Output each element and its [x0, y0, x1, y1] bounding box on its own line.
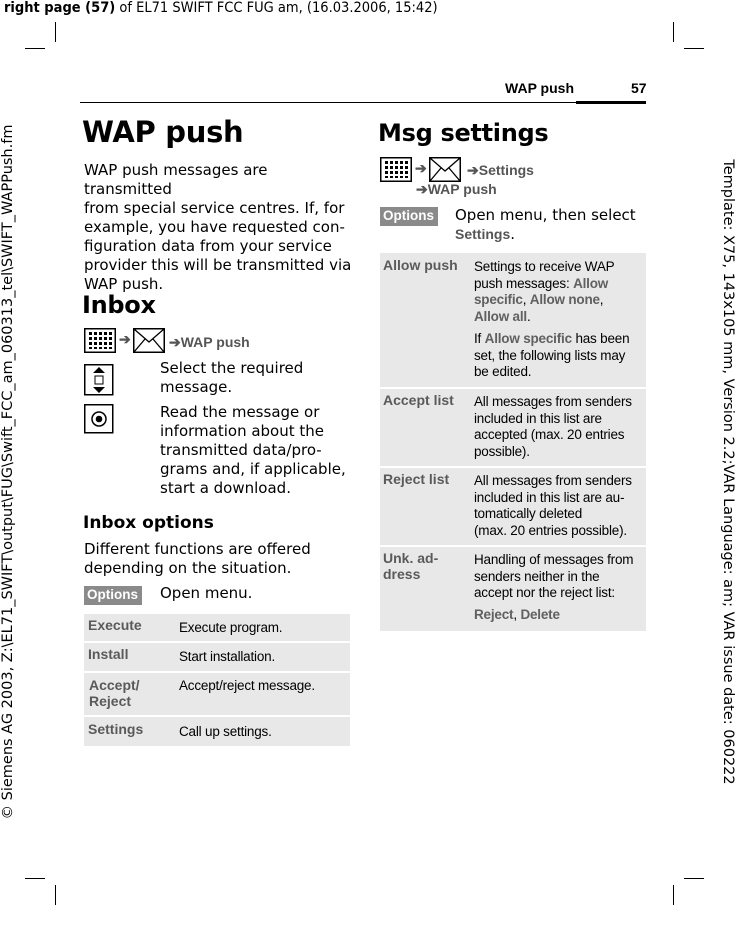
header-rule-accent	[576, 101, 646, 104]
intro-paragraph: WAP push messages are transmitted from special service centres. If, for example, you have requested con- figuration data from your service provider this will be transmitted via WAP push.	[84, 161, 352, 293]
nav-path: ➔WAP push	[169, 334, 250, 350]
crop-mark	[55, 885, 56, 905]
crop-mark	[25, 48, 45, 49]
crop-mark	[673, 885, 674, 905]
inbox-heading: Inbox	[82, 291, 156, 319]
center-key-icon	[84, 404, 114, 434]
nav-path: ➔Settings	[467, 162, 534, 178]
crop-mark	[55, 22, 56, 42]
table-row: Reject list All messages from senders included in this list are au- tomatically deleted (max. 20 entries possible).	[380, 468, 646, 546]
page-title: WAP push	[82, 115, 244, 149]
inbox-options-heading: Inbox options	[83, 513, 214, 533]
table-row: Unk. ad- dress Handling of messages from senders neither in the accept nor the reject list: Reject, Delete	[380, 547, 646, 632]
table-row: Execute Execute program.	[84, 614, 350, 642]
crop-mark	[684, 48, 704, 49]
table-row: Accept list All messages from senders included in this list are accepted (max. 20 entries possible).	[380, 389, 646, 467]
right-margin-text: Template: X75, 143x105 mm, Version 2.2;VAR Language: am; VAR issue date: 060222	[720, 159, 736, 785]
inbox-options-desc: Different functions are offered depending on the situation.	[84, 540, 311, 577]
page-number: 57	[631, 80, 647, 96]
msg-settings-heading: Msg settings	[378, 119, 549, 147]
left-margin-text: © Siemens AG 2003, Z:\EL71_SWIFT\output\FUG\Swift_FCC_am_060313_tel\SWIFT_WAPPush.fm	[0, 124, 16, 820]
inbox-step-read: Read the message or information about the transmitted data/pro- grams and, if applicable, start a download.	[160, 403, 346, 497]
options-softkey-desc: Open menu, then select Settings.	[455, 206, 636, 243]
menu-grid-icon	[380, 157, 412, 182]
running-header-title: WAP push	[505, 80, 574, 96]
navigation-key-icon	[84, 364, 114, 396]
crop-mark	[25, 878, 45, 879]
header-rule	[80, 102, 646, 103]
options-softkey[interactable]: Options	[84, 584, 142, 605]
arrow-icon: ➔	[415, 160, 427, 176]
arrow-icon: ➔	[119, 331, 131, 347]
options-softkey-desc: Open menu.	[160, 584, 253, 602]
table-row: Install Start installation.	[84, 643, 350, 672]
envelope-icon	[133, 328, 165, 353]
proof-line: right page (57) of EL71 SWIFT FCC FUG am, (16.03.2006, 15:42)	[4, 0, 438, 16]
table-row: Allow push Settings to receive WAP push messages: Allow specific, Allow none, Allow all. If Allow specific has been set, the following lists may be edited.	[380, 253, 646, 388]
envelope-icon	[429, 157, 461, 182]
crop-mark	[684, 878, 704, 879]
inbox-step-select: Select the required message.	[160, 359, 304, 396]
table-row: Accept/ Reject Accept/reject message.	[84, 673, 350, 716]
table-row: Settings Call up settings.	[84, 717, 350, 747]
nav-path: ➔WAP push	[416, 181, 497, 197]
menu-grid-icon	[84, 328, 116, 353]
options-softkey[interactable]: Options	[380, 205, 438, 226]
crop-mark	[673, 22, 674, 42]
